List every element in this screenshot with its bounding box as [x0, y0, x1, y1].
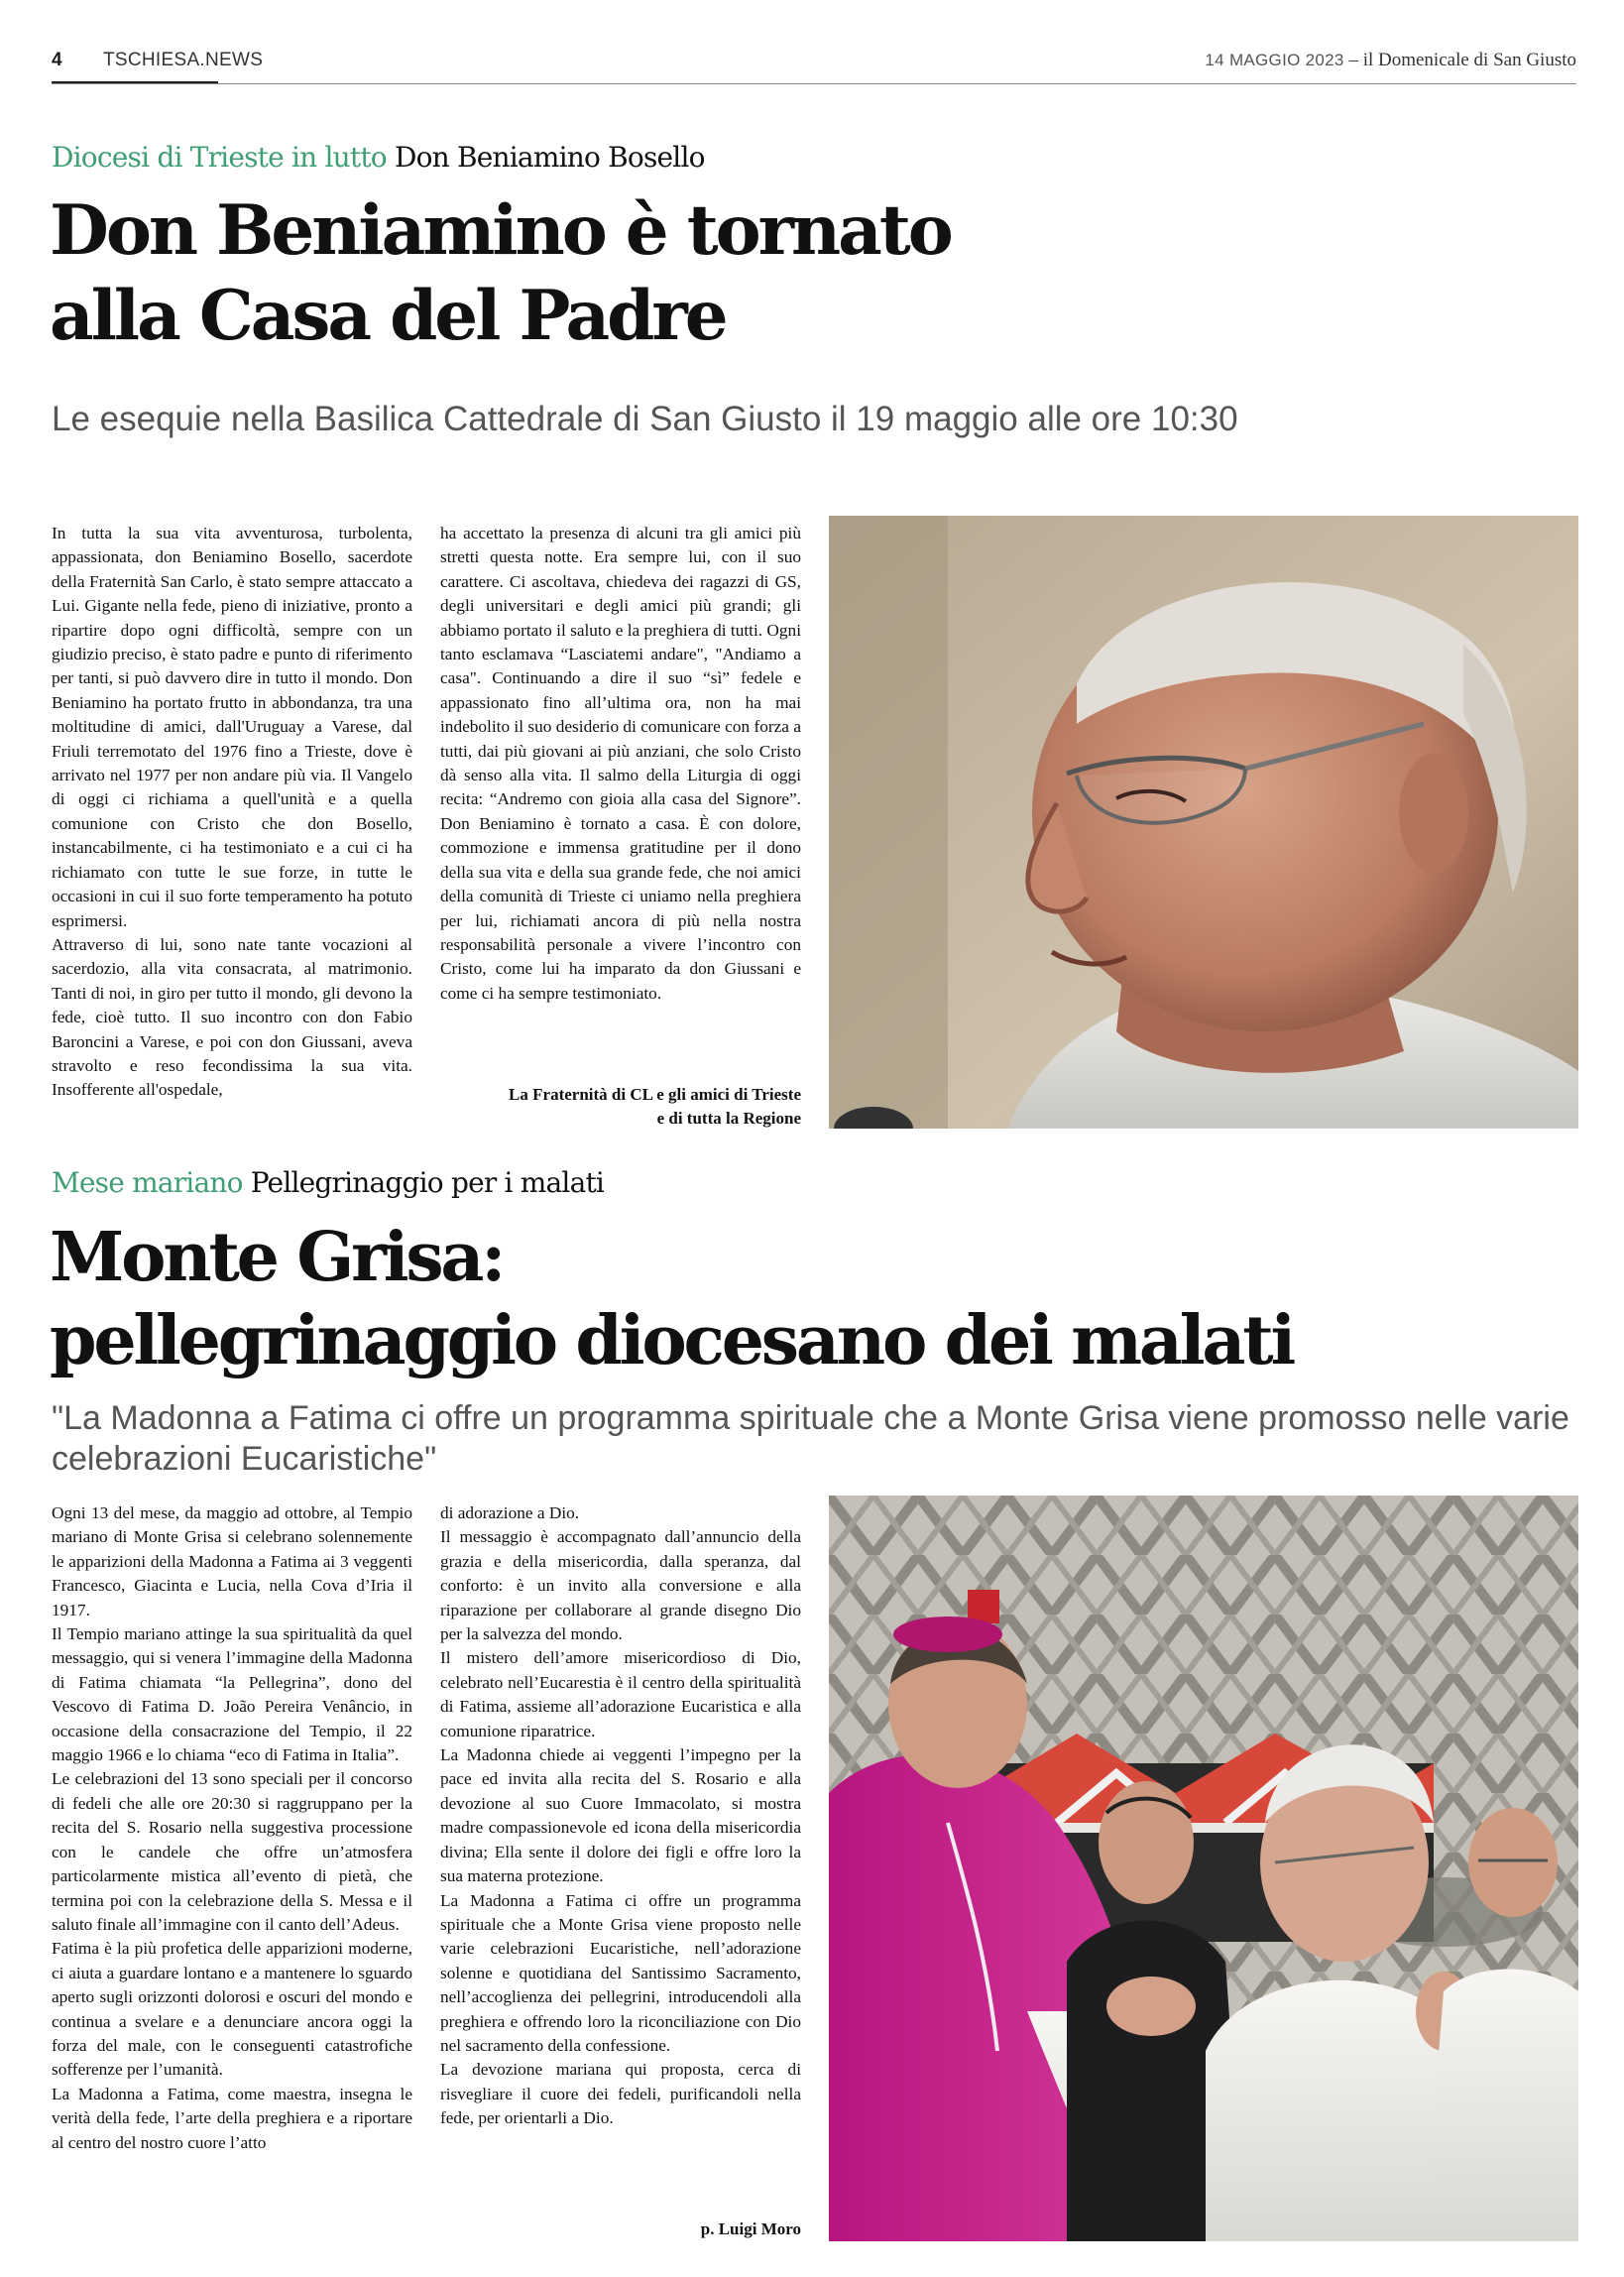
article2-col2-para4: La Madonna chiede ai veggenti l’impegno per la pace ed invita alla recita del S. Rosario e alla devozione al suo Cuore Immacolato, si mostra madre compassionevole ed icona della misericordia divina; Ella sente il dolore dei figli e offre loro la sua materna protezione. — [440, 1745, 801, 1886]
issue-separator: – — [1348, 50, 1358, 70]
page-number: 4 — [52, 50, 62, 70]
article2-column-1 — [52, 1501, 412, 2155]
article1-headline — [50, 188, 951, 359]
article1-headline-line1: Don Beniamino è tornato — [50, 190, 951, 271]
article1-column-1 — [52, 522, 412, 1103]
header-rule — [52, 83, 1576, 84]
article2-col1-para1: Ogni 13 del mese, da maggio ad ottobre, al Tempio mariano di Monte Grisa si celebrano solennemente le apparizioni della Madonna a Fatima ai 3 veggenti Francesco, Giacinta e Lucia, nella Cova d’Iria il 1917. — [52, 1503, 412, 1619]
article2-headline-line2: pellegrinaggio diocesano dei malati — [50, 1301, 1294, 1380]
article1-subtitle: Le esequie nella Basilica Cattedrale di San Giusto il 19 maggio alle ore 10:30 — [52, 400, 1238, 438]
article2-headline — [50, 1216, 1293, 1382]
article2-kicker-subject: Pellegrinaggio per i malati — [250, 1166, 605, 1199]
article2-col2-para6: La devozione mariana qui proposta, cerca di risvegliare il cuore dei fedeli, purificandoli nella fede, per orientarli a Dio. — [440, 2060, 801, 2128]
article1-col1-para1: In tutta la sua vita avventurosa, turbolenta, appassionata, don Beniamino Bosello, sacerdote della Fraternità San Carlo, è stato sempre attaccato a Lui. Gigante nella fede, pieno di iniziative, pronto a ripartire dopo ogni difficoltà, sempre con un giudizio preciso, è stato padre e punto di riferimento per tanti, si può davvero dire in tutto il mondo. Don Beniamino ha portato frutto in abbondanza, tra una moltitudine di amici, dall'Uruguay a Varese, dal Friuli terremotato del 1976 fino a Trieste, dove è arrivato nel 1977 per non andare più via. Il Vangelo di oggi ci richiama a quell'unità e a quella comunione con Cristo che don Bosello, instancabilmente, ci ha testimoniato e a cui ci ha richiamato con tutte le sue forze, in tutte le occasioni in cui il suo forte temperamento ha potuto esprimersi. — [52, 524, 412, 930]
article2-col1-para4: Fatima è la più profetica delle apparizioni moderne, ci aiuta a guardare lontano e a mantenere lo sguardo aperto sugli orizzonti dolorosi e oscuri del mondo e continua a svelare e a denunciare ancora oggi la forza del male, con le conseguenti catastrofiche sofferenze per l’umanità. — [52, 1939, 412, 2080]
article1-col2-para1: ha accettato la presenza di alcuni tra gli amici più stretti questa notte. Era sempre lui, con il suo carattere. Ci ascoltava, chiedeva dei ragazzi di GS, degli universitari e degli amici più grandi; gli abbiamo portato il saluto e la preghiera di tutti. Ogni tanto esclamava “Lasciatemi andare", "Andiamo a casa". Continuando a dire il suo “sì” fedele e appassionato fino all’ultima ora, non ha mai indebolito il suo desiderio di comunicare con forza a tutti, dai più giovani ai più anziani, che solo Cristo dà senso alla vita. Il salmo della Liturgia di oggi recita: “Andremo con gioia alla casa del Signore”. Don Beniamino è tornato a casa. È con dolore, commozione e immensa gratitudine per il dono della sua vita e della sua grande fede, che noi amici della comunità di Trieste ci uniamo nella preghiera per lui, richiamati ancora di più nella nostra responsabilità personale a vivere l’incontro con Cristo, come lui ha imparato da don Giussani e come ci ha sempre testimoniato. — [440, 524, 801, 1003]
article2-kicker — [52, 1166, 604, 1199]
article1-col1-para2: Attraverso di lui, sono nate tante vocazioni al sacerdozio, alla vita consacrata, al matrimonio. Tanti di noi, in giro per tutto il mondo, gli devono la fede, cioè tutto. Il suo incontro con don Fabio Baroncini a Varese, e poi con don Giussani, aveva stravolto e reso fecondissima la sua vita. Insofferente all'ospedale, — [52, 934, 412, 1100]
article2-headline-line1: Monte Grisa: — [50, 1218, 504, 1297]
article2-subtitle: "La Madonna a Fatima ci offre un programma spirituale che a Monte Grisa viene promosso nelle varie celebrazioni Eucaristiche" — [52, 1399, 1569, 1478]
article1-kicker-category: Diocesi di Trieste in lutto — [52, 141, 387, 174]
article2-kicker-category: Mese mariano — [52, 1166, 243, 1199]
article2-col1-para2: Il Tempio mariano attinge la sua spiritualità da quel messaggio, qui si venera l’immagine della Madonna di Fatima chiamata “la Pellegrina”, dono del Vescovo di Fatima D. João Pereira Venâncio, in occasione della consacrazione del Tempio, il 22 maggio 1966 e lo chiama “eco di Fatima in Italia”. — [52, 1624, 412, 1765]
article2-col2-para1: di adorazione a Dio. — [440, 1503, 580, 1522]
article2-col1-para5: La Madonna a Fatima, come maestra, insegna le verità della fede, l’arte della preghiera e a riportare al centro del nostro cuore l’atto — [52, 2084, 412, 2152]
article1-kicker — [52, 141, 705, 174]
article2-col2-para3: Il mistero dell’amore misericordioso di Dio, celebrato nell’Eucarestia è il centro della spiritualità di Fatima, assieme all’adorazione Eucaristica e alla comunione riparatrice. — [440, 1648, 801, 1740]
article1-signature — [440, 1083, 801, 1131]
article1-kicker-subject: Don Beniamino Bosello — [394, 141, 705, 174]
article2-col2-para5: La Madonna a Fatima ci offre un programma spirituale che a Monte Grisa viene proposto nelle varie celebrazioni Eucaristiche, nell’adorazione solenne e quotidiana del Santissimo Sacramento, nell’accoglienza dei pellegrini, introducendoli alla preghiera e offrendo loro la riconciliazione con Dio nel sacramento della confessione. — [440, 1890, 801, 2055]
article1-signature-line2: e di tutta la Regione — [656, 1109, 801, 1128]
article2-column-2 — [440, 1501, 801, 2131]
issue-info — [1205, 50, 1576, 71]
article1-column-2 — [440, 522, 801, 1006]
article2-col1-para3: Le celebrazioni del 13 sono speciali per il concorso di fedeli che alle ore 20:30 si raggruppano per la recita del S. Rosario nella suggestiva processione con le candele che offre un’atmosfera particolarmente mistica all’evento di pietà, che termina poi con la celebrazione della S. Messa e il saluto finale all’immagine con il canto dell’Adeus. — [52, 1769, 412, 1934]
article2-col2-para2: Il messaggio è accompagnato dall’annuncio della grazia e della misericordia, dalla speranza, dal conforto: è un invito alla conversione e alla riparazione per collaborare al grande disegno Dio per la salvezza del mondo. — [440, 1527, 801, 1644]
article2-signature: p. Luigi Moro — [700, 2219, 801, 2238]
site-name[interactable]: TSCHIESA.NEWS — [103, 50, 264, 70]
monte-grisa-photo — [829, 1496, 1578, 2241]
publication-name: il Domenicale di San Giusto — [1362, 50, 1576, 70]
article1-signature-line1: La Fraternità di CL e gli amici di Trieste — [509, 1085, 801, 1104]
article1-headline-line2: alla Casa del Padre — [50, 276, 726, 356]
portrait-photo — [829, 516, 1578, 1129]
issue-date: 14 MAGGIO 2023 — [1205, 51, 1344, 69]
